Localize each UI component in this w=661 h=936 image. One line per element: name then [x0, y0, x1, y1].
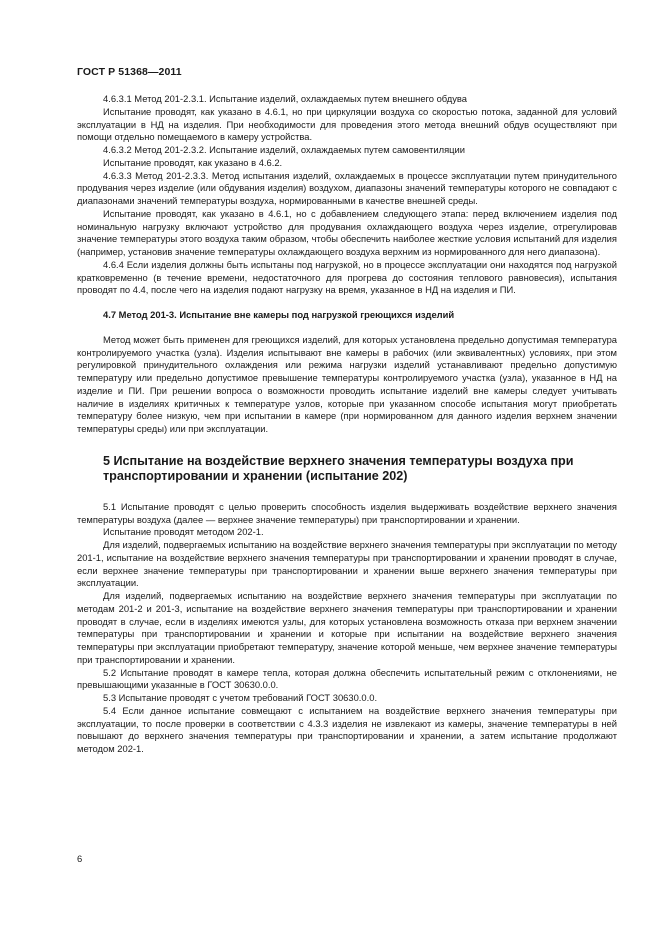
page-body	[77, 93, 617, 756]
paragraph-4-6-4: 4.6.4 Если изделия должны быть испытаны под нагрузкой, но в процессе эксплуатации они находятся под нагрузкой кратковременно (в течение времени, недостаточного для прогрева до состояния теплового равновесия), испытания проводят по 4.4, после чего на изделия подают нагрузку на время, указанное в НД на изделия и ПИ.	[77, 258, 617, 296]
paragraph: Испытание проводят методом 202-1.	[103, 526, 264, 538]
paragraph-4-6-3-3: 4.6.3.3 Метод 201-2.3.3. Метод испытания изделий, охлаждаемых в процессе эксплуатации путем принудительного продувания через изделие (или обдувания изделия) воздухом, диапазоны значений температуры которого не совпадают с диапазонами значений температуры воздуха, нормированными в качестве внешней среды.	[77, 169, 617, 206]
paragraph-5-1: 5.1 Испытание проводят с целью проверить способность изделия выдерживать воздействие верхнего значения температуры воздуха (далее — верхнее значение температуры) при транспортировании и хранении.	[77, 500, 617, 525]
paragraph: Испытание проводят, как указано в 4.6.2.	[103, 156, 283, 168]
section-5-title: 5 Испытание на воздействие верхнего значения температуры воздуха при транспортировании и хранении (испытание 202)	[103, 453, 574, 484]
paragraph: Для изделий, подвергаемых испытанию на воздействие верхнего значения температуры при эксплуатации по методам 201-2 и 201-3, испытание на воздействие верхнего значения температуры при транспортировании и хранении проводят в случае, если в изделиях имеются узлы, для которых установлена возможность отказа при верхнем значении температуры при транспортировании и хранении и которые при испытании на воздействие верхнего значения температуры при эксплуатации приобретают температуру, значение которой меньше, чем верхнее значение температуры при транспортировании и хранении.	[77, 590, 617, 665]
paragraph: Испытание проводят, как указано в 4.6.1, но с добавлением следующего этапа: перед включением изделия под номинальную нагрузку включают устройство для продувания охлаждающего воздуха через изделие, отрегулировав значение температуры этого воздуха таким образом, чтобы обеспечить наиболее жесткие условия испытаний для изделия (например, установив значение температуры охлаждающего воздуха верхним из нормированного для него диапазона).	[77, 207, 617, 257]
paragraph-5-4: 5.4 Если данное испытание совмещают с испытанием на воздействие верхнего значения температуры при эксплуатации, то после проверки в соответствии с 4.3.3 изделия не извлекают из камеры, значение температуры в ней повышают до верхнего значения температуры при транспортировании и хранении, а затем испытание продолжают методом 202-1.	[77, 704, 617, 754]
subsection-4-7-title: 4.7 Метод 201-3. Испытание вне камеры под нагрузкой греющихся изделий	[103, 309, 455, 320]
paragraph: Испытание проводят, как указано в 4.6.1, но при циркуляции воздуха со скоростью потока, заданной для условий эксплуатации в НД на изделия. При необходимости для проведения этого метода внешний обдув осуществляют при помощи отдельно помещаемого в камеру устройства.	[77, 105, 617, 143]
paragraph-5-3: 5.3 Испытание проводят с учетом требований ГОСТ 30630.0.0.	[103, 692, 378, 703]
paragraph: Для изделий, подвергаемых испытанию на воздействие верхнего значения температуры при эксплуатации по методу 201-1, испытание на воздействие верхнего значения температуры при транспортировании и хранении проводят в случае, если верхнее значение температуры при транспортировании и хранении выше верхнего значения температуры при эксплуатации.	[77, 539, 617, 589]
subsection-4-7-text: Метод может быть применен для греющихся изделий, для которых установлена предельно допустимая температура контролируемого участка (узла). Изделия испытывают вне камеры в рабочих (или эквивалентных) условиях, при этом регулировкой принудительного охлаждения или режима нагрузки изделий устанавливают предельно допустимую температуру или предельно допустимое превышение температуры контролируемого участка (узла), указанное в НД на изделие и ПИ. При решении вопроса о возможности проводить испытание изделий вне камеры следует учитывать наличие в изделиях критичных к температуре узлов, которые при указанном способе испытания могут приобретать температуру более низкую, чем при испытании в камере (при нормированном для данного изделия верхнем значении температуры среды) или при эксплуатации.	[77, 333, 617, 434]
paragraph-4-6-3-2: 4.6.3.2 Метод 201-2.3.2. Испытание изделий, охлаждаемых путем самовентиляции	[103, 144, 466, 155]
page-number: 6	[77, 853, 83, 864]
paragraph-5-2: 5.2 Испытание проводят в камере тепла, которая должна обеспечить испытательный режим с отклонениями, не превышающими указанные в ГОСТ 30630.0.0.	[77, 666, 617, 691]
document-header: ГОСТ Р 51368—2011	[77, 66, 182, 78]
paragraph-4-6-3-1: 4.6.3.1 Метод 201-2.3.1. Испытание изделий, охлаждаемых путем внешнего обдува	[103, 93, 467, 104]
